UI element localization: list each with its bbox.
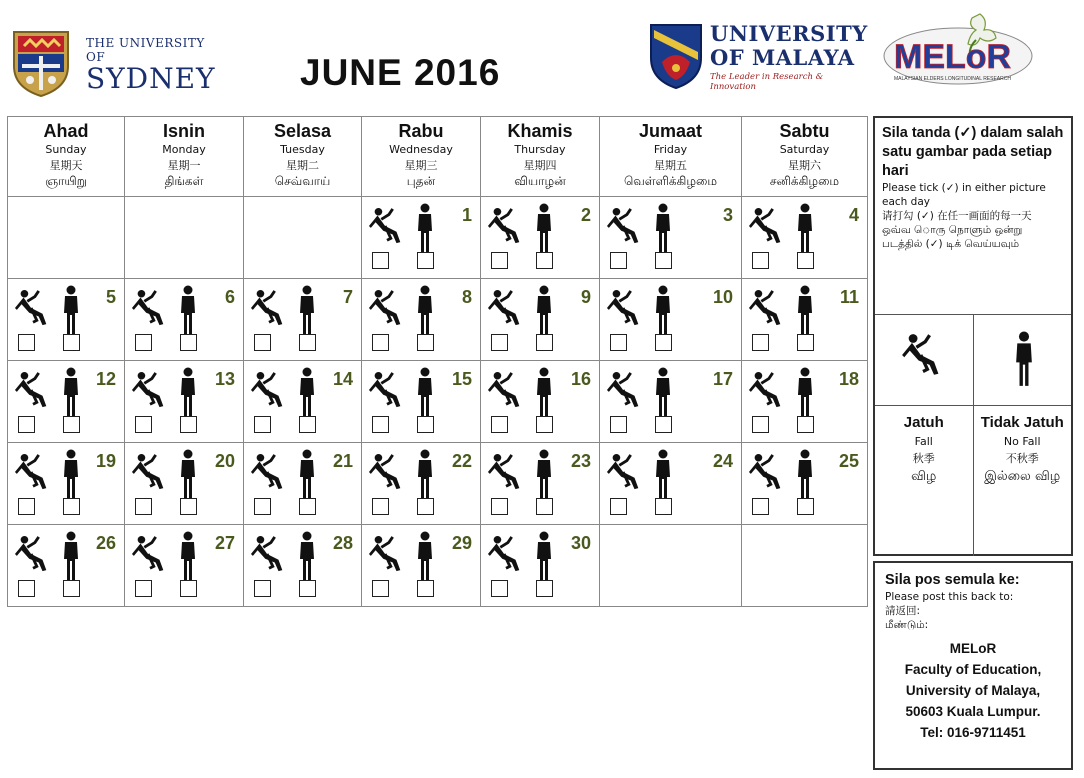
day-number: 6 bbox=[224, 287, 235, 307]
post-tamil: மீண்டும்: bbox=[885, 619, 929, 631]
day-number: 18 bbox=[838, 369, 859, 389]
day-number: 19 bbox=[95, 451, 116, 471]
standing-person-icon bbox=[794, 203, 816, 253]
fall-checkbox[interactable] bbox=[135, 498, 152, 515]
fall-checkbox[interactable] bbox=[372, 498, 389, 515]
falling-person-icon bbox=[131, 289, 169, 327]
week-row bbox=[8, 361, 868, 443]
legend-fall-english: Fall bbox=[914, 435, 933, 448]
legend-fall-tamil: விழ bbox=[911, 469, 937, 484]
day-cell bbox=[481, 197, 600, 279]
empty-day-cell bbox=[742, 525, 868, 607]
falling-person-icon bbox=[250, 289, 288, 327]
day-header-english: Thursday bbox=[514, 143, 566, 156]
fall-checkbox[interactable] bbox=[610, 334, 627, 351]
day-number: 8 bbox=[461, 287, 472, 307]
day-header bbox=[481, 117, 600, 197]
standing-person-icon bbox=[60, 285, 82, 335]
no-fall-checkbox[interactable] bbox=[63, 416, 80, 433]
no-fall-checkbox[interactable] bbox=[299, 334, 316, 351]
day-number: 23 bbox=[570, 451, 591, 471]
no-fall-checkbox[interactable] bbox=[417, 252, 434, 269]
fall-checkbox[interactable] bbox=[135, 334, 152, 351]
day-cell bbox=[8, 279, 125, 361]
day-header bbox=[742, 117, 868, 197]
legend-nofall bbox=[974, 406, 1072, 556]
day-header-malay: Rabu bbox=[398, 121, 444, 141]
fall-checkbox[interactable] bbox=[135, 416, 152, 433]
day-header-chinese: 星期二 bbox=[286, 159, 319, 172]
fall-checkbox[interactable] bbox=[491, 498, 508, 515]
day-cell bbox=[481, 279, 600, 361]
fall-checkbox[interactable] bbox=[610, 416, 627, 433]
week-row bbox=[8, 197, 868, 279]
falling-person-icon bbox=[131, 371, 169, 409]
day-cell bbox=[742, 443, 868, 525]
no-fall-checkbox[interactable] bbox=[797, 252, 814, 269]
day-cell bbox=[742, 361, 868, 443]
fall-checkbox[interactable] bbox=[18, 580, 35, 597]
falling-person-icon bbox=[250, 371, 288, 409]
post-back-panel bbox=[873, 561, 1073, 770]
day-cell bbox=[362, 279, 481, 361]
no-fall-checkbox[interactable] bbox=[63, 334, 80, 351]
falling-person-icon bbox=[487, 371, 525, 409]
fall-checkbox[interactable] bbox=[610, 252, 627, 269]
fall-checkbox[interactable] bbox=[372, 334, 389, 351]
legend-nofall-english: No Fall bbox=[1003, 435, 1041, 448]
day-header-malay: Jumaat bbox=[638, 121, 703, 141]
day-cell bbox=[125, 525, 244, 607]
day-number: 2 bbox=[580, 205, 591, 225]
day-cell bbox=[481, 525, 600, 607]
day-header-malay: Khamis bbox=[507, 121, 573, 141]
day-number: 25 bbox=[838, 451, 859, 471]
fall-checkbox[interactable] bbox=[372, 580, 389, 597]
day-number: 21 bbox=[332, 451, 353, 471]
standing-person-icon bbox=[414, 203, 436, 253]
legend-icons bbox=[875, 315, 1071, 405]
falling-person-icon bbox=[606, 453, 644, 491]
day-cell bbox=[600, 279, 742, 361]
fall-checkbox[interactable] bbox=[372, 252, 389, 269]
fall-checkbox[interactable] bbox=[491, 580, 508, 597]
malaya-logo-line1: UNIVERSITY bbox=[710, 21, 868, 46]
day-cell bbox=[481, 443, 600, 525]
day-header-tamil: வெள்ளிக்கிழமை bbox=[623, 174, 718, 188]
malaya-crest-icon bbox=[648, 22, 704, 90]
no-fall-checkbox[interactable] bbox=[417, 580, 434, 597]
day-number: 9 bbox=[580, 287, 591, 307]
standing-person-icon bbox=[177, 449, 199, 499]
standing-person-icon bbox=[652, 449, 674, 499]
fall-checkbox[interactable] bbox=[18, 498, 35, 515]
falling-person-icon bbox=[487, 289, 525, 327]
standing-person-icon bbox=[533, 285, 555, 335]
falling-person-icon bbox=[606, 207, 644, 245]
fall-checkbox[interactable] bbox=[491, 334, 508, 351]
standing-person-icon bbox=[414, 367, 436, 417]
day-cell bbox=[125, 443, 244, 525]
empty-day-cell bbox=[244, 197, 362, 279]
instruction-english: Please tick (✓) in either picture each day bbox=[882, 182, 1046, 208]
svg-text:MELoR: MELoR bbox=[894, 38, 1012, 76]
day-number: 30 bbox=[570, 533, 591, 553]
no-fall-checkbox[interactable] bbox=[180, 498, 197, 515]
fall-checkbox[interactable] bbox=[491, 252, 508, 269]
university-of-sydney-logo bbox=[10, 28, 220, 98]
day-cell bbox=[362, 443, 481, 525]
post-malay: Sila pos semula ke: bbox=[885, 572, 1020, 588]
day-number: 28 bbox=[332, 533, 353, 553]
legend-fall-cell bbox=[875, 315, 974, 405]
standing-person-icon bbox=[296, 531, 318, 581]
no-fall-checkbox[interactable] bbox=[536, 334, 553, 351]
standing-person-icon bbox=[414, 449, 436, 499]
day-number: 13 bbox=[214, 369, 235, 389]
day-header-malay: Selasa bbox=[273, 121, 332, 141]
no-fall-checkbox[interactable] bbox=[180, 580, 197, 597]
fall-checkbox[interactable] bbox=[752, 416, 769, 433]
sydney-logo-line1: THE UNIVERSITY OF bbox=[86, 36, 205, 64]
standing-person-icon bbox=[794, 449, 816, 499]
day-header-english: Sunday bbox=[45, 143, 87, 156]
day-cell bbox=[125, 279, 244, 361]
fall-checkbox[interactable] bbox=[135, 580, 152, 597]
no-fall-checkbox[interactable] bbox=[299, 498, 316, 515]
day-number: 10 bbox=[712, 287, 733, 307]
day-number: 14 bbox=[332, 369, 353, 389]
day-header-english: Tuesday bbox=[280, 143, 325, 156]
melor-logo bbox=[880, 10, 1035, 90]
falling-person-icon bbox=[748, 453, 786, 491]
post-telephone: Tel: 016-9711451 bbox=[920, 725, 1026, 740]
no-fall-checkbox[interactable] bbox=[536, 416, 553, 433]
day-header-row bbox=[8, 117, 868, 197]
page-title: JUNE 2016 bbox=[300, 52, 501, 93]
sydney-crest-icon bbox=[10, 28, 72, 98]
post-address bbox=[885, 638, 1061, 743]
falling-person-icon bbox=[487, 207, 525, 245]
standing-person-icon bbox=[177, 531, 199, 581]
falling-person-icon bbox=[14, 453, 52, 491]
day-number: 1 bbox=[461, 205, 472, 225]
legend-fall-malay: Jatuh bbox=[903, 414, 944, 431]
day-cell bbox=[742, 197, 868, 279]
legend-nofall-chinese: 不秋季 bbox=[1005, 452, 1039, 465]
day-header bbox=[8, 117, 125, 197]
falling-person-icon bbox=[131, 453, 169, 491]
falling-person-icon bbox=[748, 207, 786, 245]
no-fall-checkbox[interactable] bbox=[417, 498, 434, 515]
no-fall-checkbox[interactable] bbox=[655, 334, 672, 351]
standing-person-icon bbox=[652, 367, 674, 417]
no-fall-checkbox[interactable] bbox=[655, 416, 672, 433]
day-header-tamil: திங்கள் bbox=[164, 174, 204, 188]
malaya-logo-line2: OF MALAYA bbox=[710, 45, 855, 70]
standing-person-icon bbox=[652, 285, 674, 335]
day-header bbox=[125, 117, 244, 197]
standing-person-icon bbox=[794, 367, 816, 417]
day-number: 24 bbox=[712, 451, 733, 471]
no-fall-checkbox[interactable] bbox=[655, 498, 672, 515]
day-header-tamil: புதன் bbox=[406, 174, 436, 188]
falling-person-icon bbox=[250, 453, 288, 491]
falling-person-icon bbox=[606, 289, 644, 327]
falling-person-icon bbox=[606, 371, 644, 409]
day-cell bbox=[362, 197, 481, 279]
address-line: University of Malaya, bbox=[905, 683, 1041, 698]
standing-person-icon bbox=[177, 367, 199, 417]
no-fall-checkbox[interactable] bbox=[417, 334, 434, 351]
legend-nofall-cell bbox=[974, 315, 1072, 405]
instruction-tamil: ஒவ்வ ொரு நொளும் ஒன்று படத்தில் (✓) டிக் வெய்யவும் bbox=[882, 224, 1023, 250]
no-fall-checkbox[interactable] bbox=[797, 416, 814, 433]
falling-person-icon bbox=[901, 333, 945, 377]
day-number: 15 bbox=[451, 369, 472, 389]
university-of-malaya-logo bbox=[648, 22, 870, 92]
day-header-english: Monday bbox=[162, 143, 206, 156]
no-fall-checkbox[interactable] bbox=[299, 416, 316, 433]
day-cell bbox=[600, 361, 742, 443]
standing-person-icon bbox=[533, 449, 555, 499]
sydney-logo-line2: SYDNEY bbox=[86, 62, 216, 95]
fall-checkbox[interactable] bbox=[18, 416, 35, 433]
standing-person-icon bbox=[1012, 331, 1036, 387]
instruction-chinese: 请打勾 (✓) 在任一画面的每一天 bbox=[882, 210, 1032, 222]
standing-person-icon bbox=[60, 449, 82, 499]
day-header-english: Friday bbox=[653, 143, 688, 156]
falling-person-icon bbox=[14, 535, 52, 573]
day-header-chinese: 星期天 bbox=[49, 159, 83, 172]
no-fall-checkbox[interactable] bbox=[536, 252, 553, 269]
falling-person-icon bbox=[487, 535, 525, 573]
standing-person-icon bbox=[414, 285, 436, 335]
day-cell bbox=[600, 197, 742, 279]
day-cell bbox=[742, 279, 868, 361]
day-cell bbox=[244, 361, 362, 443]
no-fall-checkbox[interactable] bbox=[63, 580, 80, 597]
standing-person-icon bbox=[60, 531, 82, 581]
instruction-malay: Sila tanda (✓) dalam salah satu gambar pada setiap hari bbox=[882, 125, 1064, 179]
no-fall-checkbox[interactable] bbox=[797, 334, 814, 351]
standing-person-icon bbox=[533, 203, 555, 253]
day-header-tamil: செவ்வாய் bbox=[274, 174, 331, 188]
fall-checkbox[interactable] bbox=[372, 416, 389, 433]
day-number: 17 bbox=[712, 369, 733, 389]
day-cell bbox=[481, 361, 600, 443]
day-number: 26 bbox=[95, 533, 116, 553]
instruction-panel bbox=[873, 116, 1073, 556]
no-fall-checkbox[interactable] bbox=[797, 498, 814, 515]
day-header-tamil: வியாழன் bbox=[514, 174, 566, 188]
address-line: MELoR bbox=[949, 641, 997, 656]
post-chinese: 請返回: bbox=[885, 605, 921, 617]
empty-day-cell bbox=[600, 525, 742, 607]
fall-checkbox[interactable] bbox=[254, 334, 271, 351]
day-number: 7 bbox=[342, 287, 353, 307]
day-cell bbox=[8, 361, 125, 443]
day-header-tamil: சனிக்கிழமை bbox=[769, 174, 840, 188]
no-fall-checkbox[interactable] bbox=[655, 252, 672, 269]
falling-person-icon bbox=[368, 371, 406, 409]
day-number: 3 bbox=[722, 205, 733, 225]
standing-person-icon bbox=[533, 367, 555, 417]
day-number: 27 bbox=[214, 533, 235, 553]
day-header-english: Wednesday bbox=[389, 143, 453, 156]
malaya-logo-tagline: The Leader in Research & Innovation bbox=[710, 72, 824, 92]
no-fall-checkbox[interactable] bbox=[299, 580, 316, 597]
falling-person-icon bbox=[14, 289, 52, 327]
day-cell bbox=[244, 443, 362, 525]
day-header-chinese: 星期一 bbox=[167, 159, 201, 172]
day-cell bbox=[244, 279, 362, 361]
day-cell bbox=[600, 443, 742, 525]
falling-person-icon bbox=[131, 535, 169, 573]
day-cell bbox=[8, 443, 125, 525]
no-fall-checkbox[interactable] bbox=[536, 498, 553, 515]
legend-fall bbox=[875, 406, 974, 556]
fall-checkbox[interactable] bbox=[752, 252, 769, 269]
fall-checkbox[interactable] bbox=[254, 416, 271, 433]
falling-person-icon bbox=[368, 207, 406, 245]
standing-person-icon bbox=[296, 449, 318, 499]
legend-nofall-tamil: இல்லை விழ bbox=[984, 469, 1061, 484]
falling-person-icon bbox=[748, 371, 786, 409]
calendar-grid bbox=[7, 116, 868, 607]
standing-person-icon bbox=[177, 285, 199, 335]
day-cell bbox=[362, 361, 481, 443]
falling-person-icon bbox=[487, 453, 525, 491]
falling-person-icon bbox=[368, 535, 406, 573]
address-line: Faculty of Education, bbox=[904, 662, 1042, 677]
standing-person-icon bbox=[652, 203, 674, 253]
post-english: Please post this back to: bbox=[885, 591, 1014, 603]
day-number: 11 bbox=[839, 287, 859, 307]
day-number: 5 bbox=[105, 287, 116, 307]
falling-person-icon bbox=[368, 289, 406, 327]
day-header-chinese: 星期六 bbox=[788, 159, 821, 172]
day-number: 20 bbox=[214, 451, 235, 471]
day-header bbox=[362, 117, 481, 197]
no-fall-checkbox[interactable] bbox=[180, 416, 197, 433]
day-header-english: Saturday bbox=[779, 143, 830, 156]
day-number: 22 bbox=[451, 451, 472, 471]
day-header bbox=[244, 117, 362, 197]
falling-person-icon bbox=[14, 371, 52, 409]
falling-person-icon bbox=[250, 535, 288, 573]
fall-checkbox[interactable] bbox=[254, 580, 271, 597]
day-cell bbox=[362, 525, 481, 607]
day-header-malay: Sabtu bbox=[779, 121, 830, 141]
no-fall-checkbox[interactable] bbox=[417, 416, 434, 433]
standing-person-icon bbox=[296, 285, 318, 335]
standing-person-icon bbox=[60, 367, 82, 417]
day-header-malay: Isnin bbox=[162, 121, 205, 141]
day-cell bbox=[125, 361, 244, 443]
day-number: 12 bbox=[95, 369, 116, 389]
day-header-chinese: 星期三 bbox=[404, 159, 438, 172]
day-header bbox=[600, 117, 742, 197]
legend-labels bbox=[875, 405, 1071, 556]
standing-person-icon bbox=[533, 531, 555, 581]
fall-checkbox[interactable] bbox=[18, 334, 35, 351]
day-cell bbox=[8, 525, 125, 607]
week-row bbox=[8, 443, 868, 525]
fall-checkbox[interactable] bbox=[752, 498, 769, 515]
day-header-chinese: 星期四 bbox=[523, 159, 557, 172]
no-fall-checkbox[interactable] bbox=[180, 334, 197, 351]
day-header-malay: Ahad bbox=[43, 121, 89, 141]
fall-checkbox[interactable] bbox=[610, 498, 627, 515]
day-header-chinese: 星期五 bbox=[654, 159, 687, 172]
empty-day-cell bbox=[125, 197, 244, 279]
day-number: 4 bbox=[848, 205, 859, 225]
day-number: 16 bbox=[570, 369, 591, 389]
legend-fall-chinese: 秋季 bbox=[912, 452, 935, 465]
no-fall-checkbox[interactable] bbox=[536, 580, 553, 597]
fall-checkbox[interactable] bbox=[254, 498, 271, 515]
day-number: 29 bbox=[451, 533, 472, 553]
no-fall-checkbox[interactable] bbox=[63, 498, 80, 515]
standing-person-icon bbox=[794, 285, 816, 335]
standing-person-icon bbox=[296, 367, 318, 417]
legend-nofall-malay: Tidak Jatuh bbox=[980, 414, 1064, 431]
standing-person-icon bbox=[414, 531, 436, 581]
week-row bbox=[8, 279, 868, 361]
address-line: 50603 Kuala Lumpur. bbox=[905, 704, 1041, 719]
week-row bbox=[8, 525, 868, 607]
svg-text:MALAYSIAN ELDERS LONGITUDINAL: MALAYSIAN ELDERS LONGITUDINAL RESEARCH bbox=[894, 76, 1011, 82]
falling-person-icon bbox=[748, 289, 786, 327]
fall-checkbox[interactable] bbox=[491, 416, 508, 433]
falling-person-icon bbox=[368, 453, 406, 491]
day-cell bbox=[244, 525, 362, 607]
empty-day-cell bbox=[8, 197, 125, 279]
fall-checkbox[interactable] bbox=[752, 334, 769, 351]
day-header-tamil: ஞாயிறு bbox=[45, 174, 87, 188]
